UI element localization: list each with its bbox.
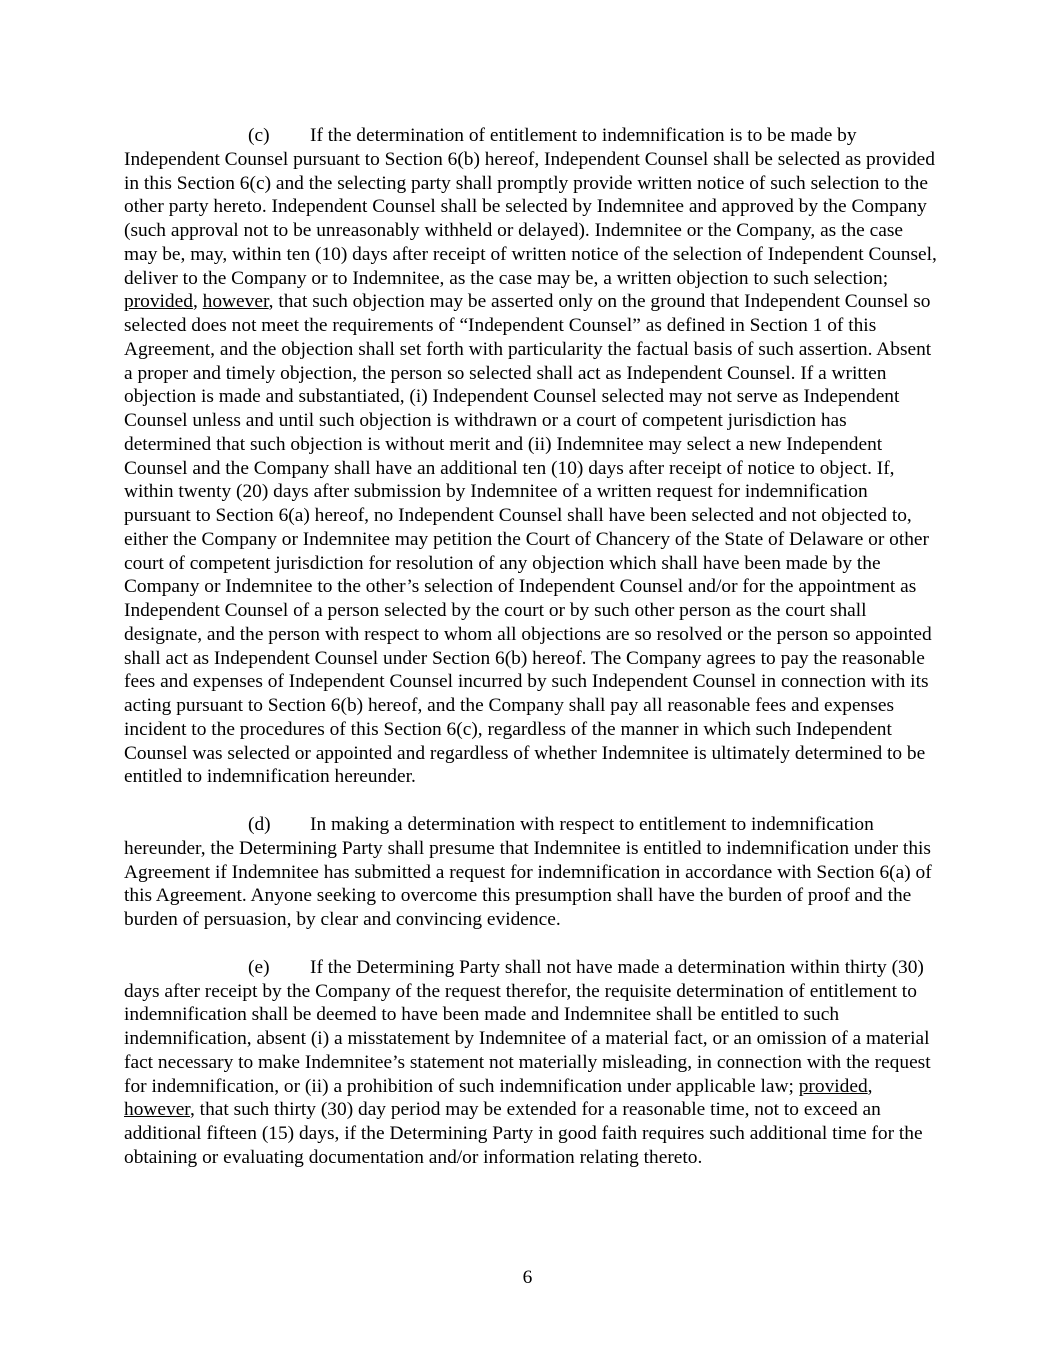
paragraph-text: In making a determination with respect to entitlement to indemnification hereunder, the Determining Party shall presume that Indemnitee is entitled to indemnification under this Agreement if Indemnitee has submitted a request for indemnification in accordance with Section 6(a) of this Agreement. Anyone seeking to overcome this presumption shall have the burden of proof and the burden of persuasion, by clear and convincing evidence. bbox=[124, 814, 932, 930]
paragraph-text: , bbox=[867, 1075, 873, 1097]
page-number: 6 bbox=[522, 1267, 533, 1288]
paragraph-text: , that such objection may be asserted only on the ground that Independent Counsel so selected does not meet the requirements of “Independent Counsel” as defined in Section 1 of this Agreement, and the objection shall set forth with particularity the factual basis of such assertion. Absent a proper and timely objection, the person so selected shall act as Independent Counsel. If a written objection is made and substantiated, (i) Independent Counsel selected may not serve as Independent Counsel unless and until such objection is withdrawn or a court of competent jurisdiction has determined that such objection is without merit and (ii) Indemnitee may select a new Independent Counsel and the Company shall have an additional ten (10) days after receipt of notice to object. If, within twenty (20) days after submission by Indemnitee of a written request for indemnification pursuant to Section 6(a) hereof, no Independent Counsel shall have been selected and not objected to, either the Company or Indemnitee may petition the Court of Chancery of the State of Delaware or other court of competent jurisdiction for resolution of any objection which shall have been made by the Company or Indemnitee to the other’s selection of Independent Counsel and/or for the appointment as Independent Counsel of a person selected by the court or by such other person as the court shall designate, and the person with respect to whom all objections are so resolved or the person so appointed shall act as Independent Counsel under Section 6(b) hereof. The Company agrees to pay the reasonable fees and expenses of Independent Counsel incurred by such Independent Counsel in connection with its acting pursuant to Section 6(b) hereof, and the Company shall pay all reasonable fees and expenses incident to the procedures of this Section 6(c), regardless of the manner in which such Independent Counsel was selected or appointed and regardless of whether Indemnitee is ultimately determined to be entitled to indemnification hereunder. bbox=[124, 291, 932, 788]
paragraph-text: If the determination of entitlement to indemnification is to be made by Independent Counsel pursuant to Section 6(b) hereof, Independent Counsel shall be selected as provided in this Section 6(c) and the selecting party shall promptly provide written notice of such selection to the other party hereto. Independent Counsel shall be selected by Indemnitee and approved by the Company (such approval not to be unreasonably withheld or delayed). Indemnitee or the Company, as the case may be, may, within ten (10) days after receipt of written notice of the selection of Independent Counsel, deliver to the Company or to Indemnitee, as the case may be, a written objection to such selection; bbox=[124, 125, 937, 289]
paragraph-text: , that such thirty (30) day period may be extended for a reasonable time, not to exceed an additional fifteen (15) days, if the Determining Party in good faith requires such additional time for the obtaining or evaluating documentation and/or information relating thereto. bbox=[124, 1099, 923, 1168]
paragraph-e bbox=[124, 956, 938, 1170]
paragraph-d bbox=[124, 813, 938, 932]
underlined-term: provided bbox=[798, 1075, 868, 1097]
paragraph-marker: (c) bbox=[248, 125, 270, 146]
document-body bbox=[124, 124, 938, 1194]
paragraph-c bbox=[124, 124, 938, 789]
underlined-term: however bbox=[124, 1099, 190, 1121]
paragraph-text: If the Determining Party shall not have made a determination within thirty (30) days after receipt by the Company of the request therefor, the requisite determination of entitlement to indemnification shall be deemed to have been made and Indemnitee shall be entitled to such indemnification, absent (i) a misstatement by Indemnitee of a material fact, or an omission of a material fact necessary to make Indemnitee’s statement not materially misleading, in connection with the request for indemnification, or (ii) a prohibition of such indemnification under applicable law; bbox=[124, 956, 931, 1097]
underlined-term: however bbox=[202, 291, 269, 313]
paragraph-text: , bbox=[192, 291, 203, 313]
paragraph-marker: (d) bbox=[248, 814, 271, 835]
paragraph-marker: (e) bbox=[248, 956, 270, 978]
underlined-term: provided bbox=[124, 291, 193, 313]
